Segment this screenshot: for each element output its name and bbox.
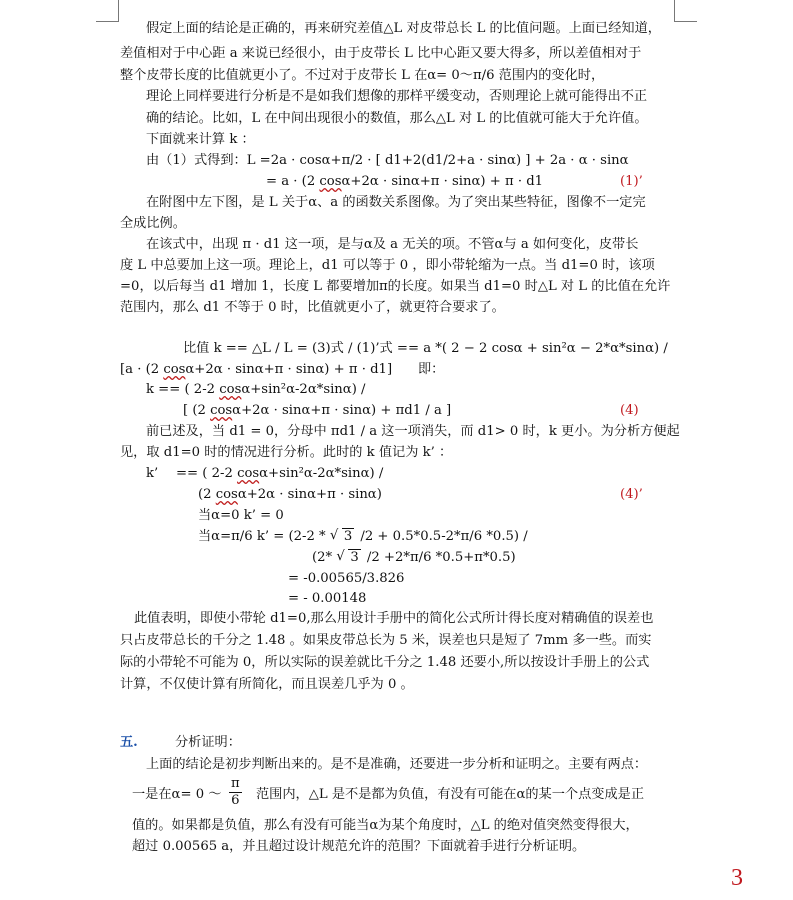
sqrt-radicand: 3 [350,550,359,565]
kprime-line2b: α+2α · sinα+π · sinα) [237,487,382,502]
para7-line: 上面的结论是初步判断出来的。是不是准确，还要进一步分析和证明之。主要有两点： [146,757,648,772]
para4-line: 范围内，那么 d1 不等于 0 时，比值就更小了，就更符合要求了。 [120,300,505,315]
kprime-line1b: α+sin²α-2α*sinα) / [259,466,384,481]
kprime-case1: 当α=0 k’ = 0 [198,508,284,523]
ratio-line4 [183,402,451,420]
sqrt-symbol [336,549,362,567]
kprime-denominator [312,549,516,567]
ratio-line3 [146,381,365,399]
page-number: 3 [731,865,743,891]
kprime-case2-post: /2 + 0.5*0.5-2*π/6 *0.5) / [356,529,528,544]
eq1-prefix: 由（1）式得到： [146,153,247,168]
para1-line: 差值相对于中心距 a 来说已经很小，由于皮带长 L 比中心距又要大得多，所以差值相对于 [120,46,642,61]
para2-line: 确的结论。比如，L 在中间出现很小的数值，那么△L 对 L 的比值就可能大于允许值。 [146,111,648,126]
kprime-case2-pre: 当α=π/6 k’ = (2-2 * [198,529,330,544]
para6-line: 计算，不仅使计算有所简化，而且误差几乎为 0 。 [120,677,414,692]
ratio-cos: cos [163,362,186,377]
section-title: 分析证明： [175,735,241,750]
para5-line: 前已述及，当 d1 = 0，分母中 πd1 / a 这一项消失，而 d1> 0 时，k 更小。为分析方便起 [146,424,680,439]
ratio-line2b: α+2α · sinα+π · sinα) + π · d1] [185,362,393,377]
kprime-line1a: == ( 2-2 [176,466,238,481]
section-number: 五. [120,735,138,750]
para5-line: 见，取 d1=0 时的情况进行分析。此时的 k 值记为 k’ ： [120,445,453,460]
ratio-line2 [120,361,392,379]
kprime-cos: cos [237,466,260,481]
para6-line: 只占皮带总长的千分之 1.48 。如果皮带总长为 5 米，误差也只是短了 7mm 多一些。而实 [120,633,652,648]
para9-line: 超过 0.00565 a，并且超过设计规范允许的范围？下面就着手进行分析证明。 [132,839,586,854]
kprime-tag: (4)’ [620,487,643,502]
eq1-formula: L =2a · cosα+π/2 · [ d1+2(d1/2+a · sinα) ] + 2a · α · sinα [246,153,629,168]
eq1-line2-pre: = a · (2 [266,174,320,189]
ratio-line4a: [ (2 [183,403,211,418]
corner-mark-top-right-v [674,0,675,22]
fraction-numerator: π [231,776,240,791]
eq1-line2 [266,173,543,191]
para8-pre: 一是在α= 0 ～ [132,787,222,802]
kprime-line1 [176,465,383,483]
kprime-line2a: (2 [198,487,216,502]
para1-line: 整个皮带长度的比值就更小了。不过对于皮带长 L 在α= 0～π/6 范围内的变化时， [120,68,605,83]
pi-over-6-fraction [229,776,242,809]
corner-mark-top-right-h [674,21,697,22]
para4-line: =0，以后每当 d1 增加 1，长度 L 都要增加π的长度。如果当 d1=0 时△L 对 L 的比值在允许 [120,279,671,294]
kprime-den-post: /2 +2*π/6 *0.5+π*0.5) [362,550,516,565]
para3-line: 在附图中左下图，是 L 关于α、a 的函数关系图像。为了突出某些特征，图像不一定完 [146,195,646,210]
para6-line: 此值表明，即使小带轮 d1=0,那么用设计手册中的简化公式所计得长度对精确值的误差也 [134,611,654,626]
ratio-cos: cos [219,382,242,397]
ratio-cos: cos [210,403,233,418]
para9-line: 值的。如果都是负值，那么有没有可能当α为某个角度时，△L 的绝对值突然变得很大， [132,818,639,833]
ratio-line2a: [a · (2 [120,362,164,377]
kprime-label: k’ [146,466,159,481]
fraction-denominator: 6 [231,793,240,808]
corner-mark-top-left-v [118,0,119,22]
sqrt-symbol [330,528,356,546]
corner-mark-top-left-h [96,21,119,22]
calc-k-line: 下面就来计算 k ： [146,132,255,147]
eq1-line1 [146,152,629,170]
para8-line [132,786,221,804]
ratio-tag: (4) [620,403,639,418]
ratio-line1: 比值 k == △L / L = (3)式 / (1)’式 == a *( 2 − 2 cosα + sin²α − 2*α*sinα) / [183,341,668,356]
para3-line: 全成比例。 [120,216,186,231]
para4-line: 度 L 中总要加上这一项。理论上，d1 可以等于 0 ，即小带轮缩为一点。当 d1=0 时，该项 [120,258,655,273]
ratio-line4b: α+2α · sinα+π · sinα) + πd1 / a ] [232,403,452,418]
sqrt-radicand: 3 [343,529,353,544]
para8-post: 范围内，△L 是不是都为负值，有没有可能在α的某一个点变成是正 [256,787,645,802]
ratio-line3a: k == ( 2-2 [146,382,220,397]
kprime-result1: = -0.00565/3.826 [288,571,405,586]
kprime-line2 [198,486,382,504]
kprime-cos: cos [215,487,238,502]
eq1-cos: cos [319,174,342,189]
kprime-den-pre: (2* [312,550,337,565]
ratio-then: 即： [418,362,445,377]
eq1-line2-post: α+2α · sinα+π · sinα) + π · d1 [341,174,544,189]
para6-line: 际的小带轮不可能为 0，所以实际的误差就比千分之 1.48 还要小,所以按设计手册上的公式 [120,655,650,670]
para2-line: 理论上同样要进行分析是不是如我们想像的那样平缓变动，否则理论上就可能得出不正 [146,89,648,104]
ratio-line3b: α+sin²α-2α*sinα) / [241,382,366,397]
para4-line: 在该式中，出现 π · d1 这一项，是与α及 a 无关的项。不管α与 a 如何变化，皮带长 [146,237,639,252]
kprime-case2 [198,528,528,546]
eq1-tag: (1)’ [620,174,643,189]
kprime-result2: = - 0.00148 [288,591,367,606]
para1-line: 假定上面的结论是正确的，再来研究差值△L 对皮带总长 L 的比值问题。上面已经知道， [146,21,661,36]
